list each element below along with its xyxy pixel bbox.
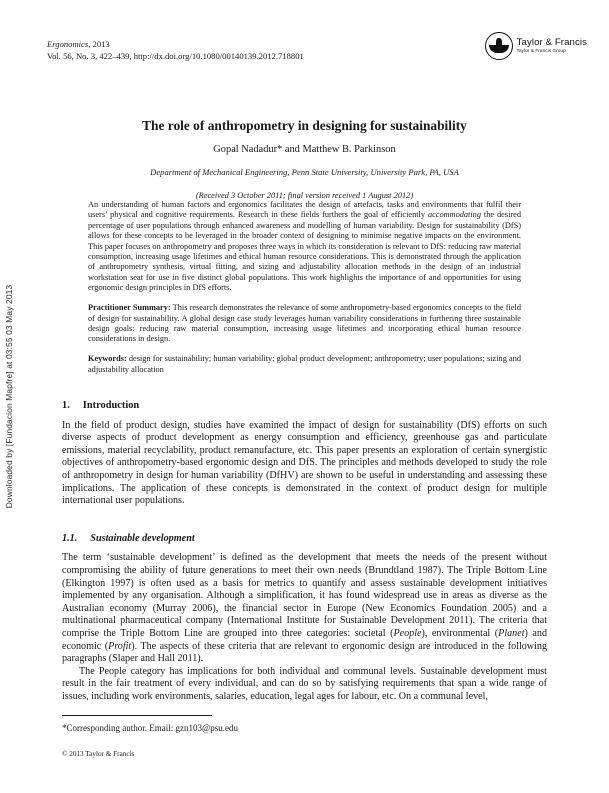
journal-name: Ergonomics <box>47 39 89 49</box>
received-dates: (Received 3 October 2011; final version received 1 August 2012) <box>195 191 414 200</box>
keywords <box>88 354 521 375</box>
taylor-francis-mark-icon <box>485 32 513 60</box>
keywords-label: Keywords: <box>88 354 127 364</box>
sustainable-development-paragraph-1 <box>62 552 547 665</box>
taylor-francis-logo <box>485 32 587 60</box>
abstract-text-part2: the desired percentage of user populations through enhanced awareness and modelling of human variability. Design for sustainability (DfS) allows for these concepts to be leveraged in the broader context of designing to minimise negative impacts on the environment. This paper focuses on anthropometry and proposes three ways in which its consideration is relevant to DfS: reducing raw material consumption, increasing usage lifetimes and ethical human resource considerations. This is demonstrated through the application of anthropometry synthesis, virtual fitting, and sizing and adjustability allocation methods in the design of an industrial workstation seat for use in five distinct global populations. This work highlights the importance of and opportunities for using ergonomic design principles in DfS efforts. <box>88 210 521 293</box>
corresponding-author-note: *Corresponding author. Email: gzn103@psu.edu <box>62 723 239 733</box>
journal-year-separator: , <box>88 39 93 49</box>
body-column <box>62 400 547 703</box>
section-heading-introduction <box>62 400 547 413</box>
publisher-name: Taylor & Francis <box>516 37 587 49</box>
affiliation: Department of Mechanical Engineering, Penn State University, University Park, PA, USA <box>150 167 459 177</box>
journal-header <box>47 38 304 62</box>
section-title: Introduction <box>82 400 140 411</box>
copyright-note: © 2013 Taylor & Francis <box>62 750 135 758</box>
page-title: The role of anthropometry in designing for sustainability <box>142 118 467 133</box>
practitioner-summary <box>88 303 521 345</box>
sd-text-d: ). The aspects of these criteria that are relevant to ergonomic design are introduced in the following paragraphs (Slaper and Hall 2011). <box>62 640 547 665</box>
practitioner-summary-text: This research demonstrates the relevance of some anthropometry-based ergonomics concepts to the field of design for sustainability. A global design case study leverages human variability considerations in furthering three sustainable design goals: reducing raw material consumption, increasing usage lifetimes and incorporating ethical human resource considerations in design. <box>88 303 521 344</box>
subsection-number: 1.1. <box>62 532 78 544</box>
sd-text-a: The term ‘sustainable development’ is defined as the development that meets the needs of the present without compromising the ability of future generations to meet their own needs (Brundtland 1987). The Triple Bottom Line (Elkington 1997) is often used as a basis for metrics to quantify and assess sustainable development initiatives implemented by any organisation. Although a simplification, it has found widespread use in areas as diverse as the Australian economy (Murray 2006), the financial sector in Europe (New Economics Foundation 2005) and a multinational pharmaceutical company (International Institute for Sustainable Development 2011). The criteria that comprise the Triple Bottom Line are grouped into three categories: societal ( <box>62 552 547 639</box>
tbl-planet-term: Planet <box>498 627 525 639</box>
abstract-paragraph <box>88 200 521 294</box>
abstract-block <box>88 200 521 375</box>
keywords-text: design for sustainability; human variability; global product development; anthropometry; user populations; sizing and adjustability allocation <box>88 354 521 374</box>
practitioner-summary-label: Practitioner Summary: <box>88 303 171 313</box>
footnote-divider <box>62 715 212 716</box>
taylor-francis-wordmark <box>517 38 587 54</box>
section-number: 1. <box>62 400 70 411</box>
abstract-text-part1: An understanding of human factors and ergonomics facilitates the design of artefacts, tasks and environments that fulfil their users’ physical and cognitive requirements. Research in these fields furthers the goal of efficiently <box>88 200 521 220</box>
sd-text-c: ) and economic ( <box>62 627 547 652</box>
publisher-group: Taylor & Francis Group <box>516 48 566 54</box>
sd-text-b: ), environmental ( <box>421 627 499 639</box>
sustainable-development-paragraph-2: The People category has implications for both individual and communal levels. Sustainable development must result in the fair treatment of every individual, and can do so by satisfying requirements that span a wide range of issues, including work environments, salaries, education, legal ages for labour, etc. On a communal level, <box>62 665 547 702</box>
tbl-profit-term: Profit <box>108 640 132 652</box>
abstract-italic-term: accommodating <box>427 210 481 220</box>
title-block <box>62 118 547 201</box>
journal-citation-line: Vol. 56, No. 3, 422–439, http://dx.doi.org/10.1080/00140139.2012.718801 <box>47 51 304 62</box>
page-footer <box>62 715 292 759</box>
author-list: Gopal Nadadur* and Matthew B. Parkinson <box>213 144 396 155</box>
subsection-heading-sustainable-development <box>62 533 547 546</box>
tbl-people-term: People <box>393 627 422 639</box>
journal-year: 2013 <box>92 39 110 49</box>
journal-title-line <box>47 38 304 50</box>
subsection-title: Sustainable development <box>90 532 195 544</box>
download-stamp: Downloaded by [Fundacion Mapfre] at 03:55 03 May 2013 <box>4 284 14 509</box>
intro-paragraph: In the field of product design, studies have examined the impact of design for sustainability (DfS) efforts on such diverse aspects of product development as energy consumption and efficiency, greenhouse gas and particulate emissions, material recyclability, product remanufacture, etc. This paper presents an exploration of certain synergistic objectives of anthropometry-based ergonomic design and DfS. The principles and methods developed to study the role of anthropometry in design for human variability (DfHV) are shown to be useful in understanding and assessing these implications. The application of these concepts is demonstrated in the context of product design for multiple international user populations. <box>62 419 547 507</box>
